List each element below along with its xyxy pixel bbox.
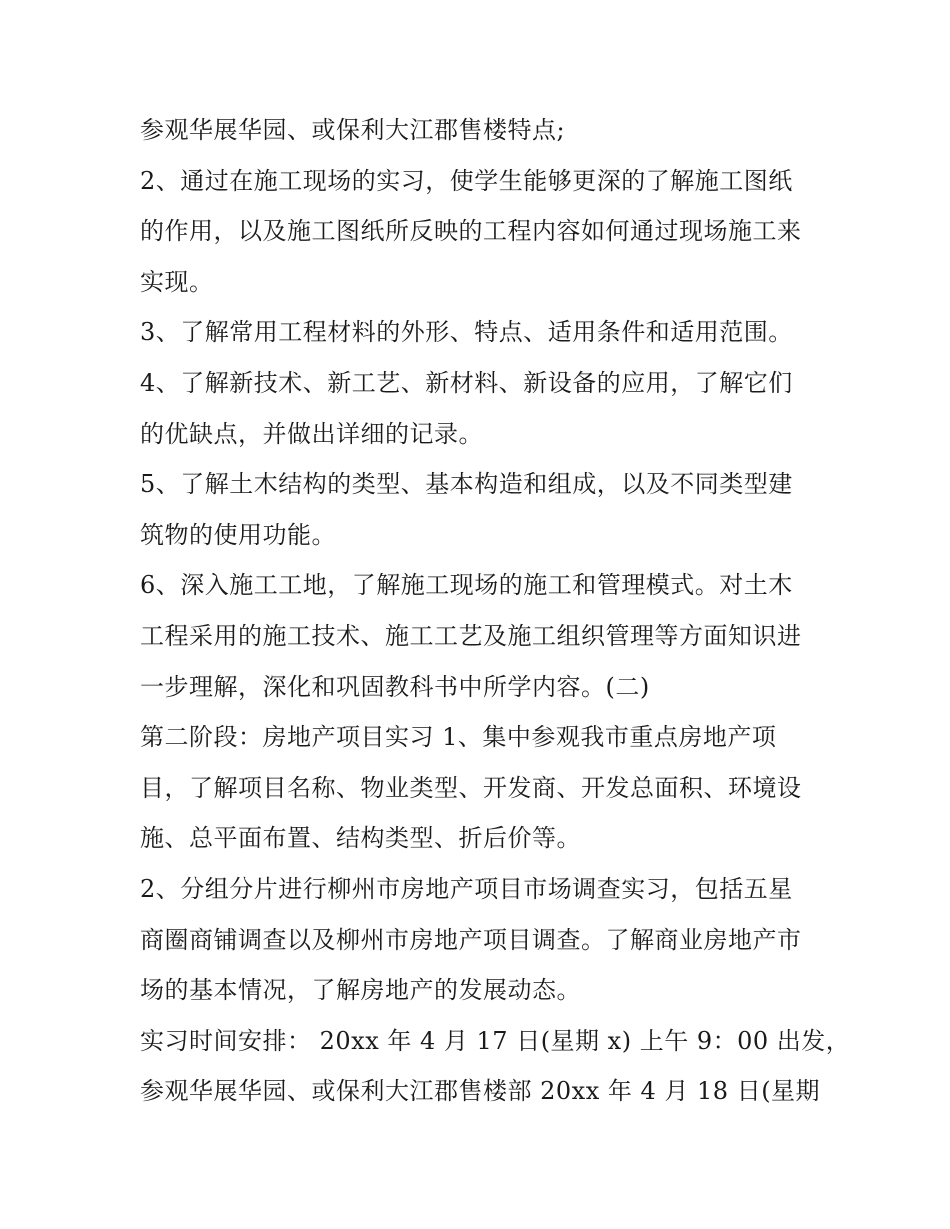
text-line: 2、分组分片进行柳州市房地产项目市场调查实习，包括五星 (140, 874, 793, 903)
text-line: 3、了解常用工程材料的外形、特点、适用条件和适用范围。 (140, 318, 793, 347)
text-line: 2、通过在施工现场的实习，使学生能够更深的了解施工图纸 (140, 166, 793, 195)
text-line: 第二阶段：房地产项目实习 1、集中参观我市重点房地产项 (140, 723, 777, 752)
text-line: 的优缺点，并做出详细的记录。 (140, 419, 483, 448)
text-line: 筑物的使用功能。 (140, 520, 336, 549)
text-line: 施、总平面布置、结构类型、折后价等。 (140, 824, 581, 853)
text-line: 参观华展华园、或保利大江郡售楼特点; (140, 116, 566, 144)
text-line: 6、深入施工工地，了解施工现场的施工和管理模式。对土木 (140, 571, 793, 600)
text-line: 场的基本情况，了解房地产的发展动态。 (140, 976, 581, 1005)
text-line: 5、了解土木结构的类型、基本构造和组成，以及不同类型建 (140, 470, 793, 499)
text-line: 目，了解项目名称、物业类型、开发商、开发总面积、环境设 (140, 773, 802, 802)
text-line: 实现。 (140, 267, 214, 296)
document-page (140, 105, 851, 1117)
text-line: 工程采用的施工技术、施工工艺及施工组织管理等方面知识进 (140, 621, 802, 650)
text-line: 4、了解新技术、新工艺、新材料、新设备的应用，了解它们 (140, 368, 793, 397)
text-line: 实习时间安排： 20xx 年 4 月 17 日(星期 x) 上午 9：00 出发， (140, 1026, 851, 1055)
text-line: 商圈商铺调查以及柳州市房地产项目调查。了解商业房地产市 (140, 925, 802, 954)
text-line: 的作用，以及施工图纸所反映的工程内容如何通过现场施工来 (140, 217, 802, 246)
text-line: 一步理解，深化和巩固教科书中所学内容。(二) (140, 672, 650, 701)
text-line: 参观华展华园、或保利大江郡售楼部 20xx 年 4 月 18 日(星期 (140, 1077, 821, 1106)
